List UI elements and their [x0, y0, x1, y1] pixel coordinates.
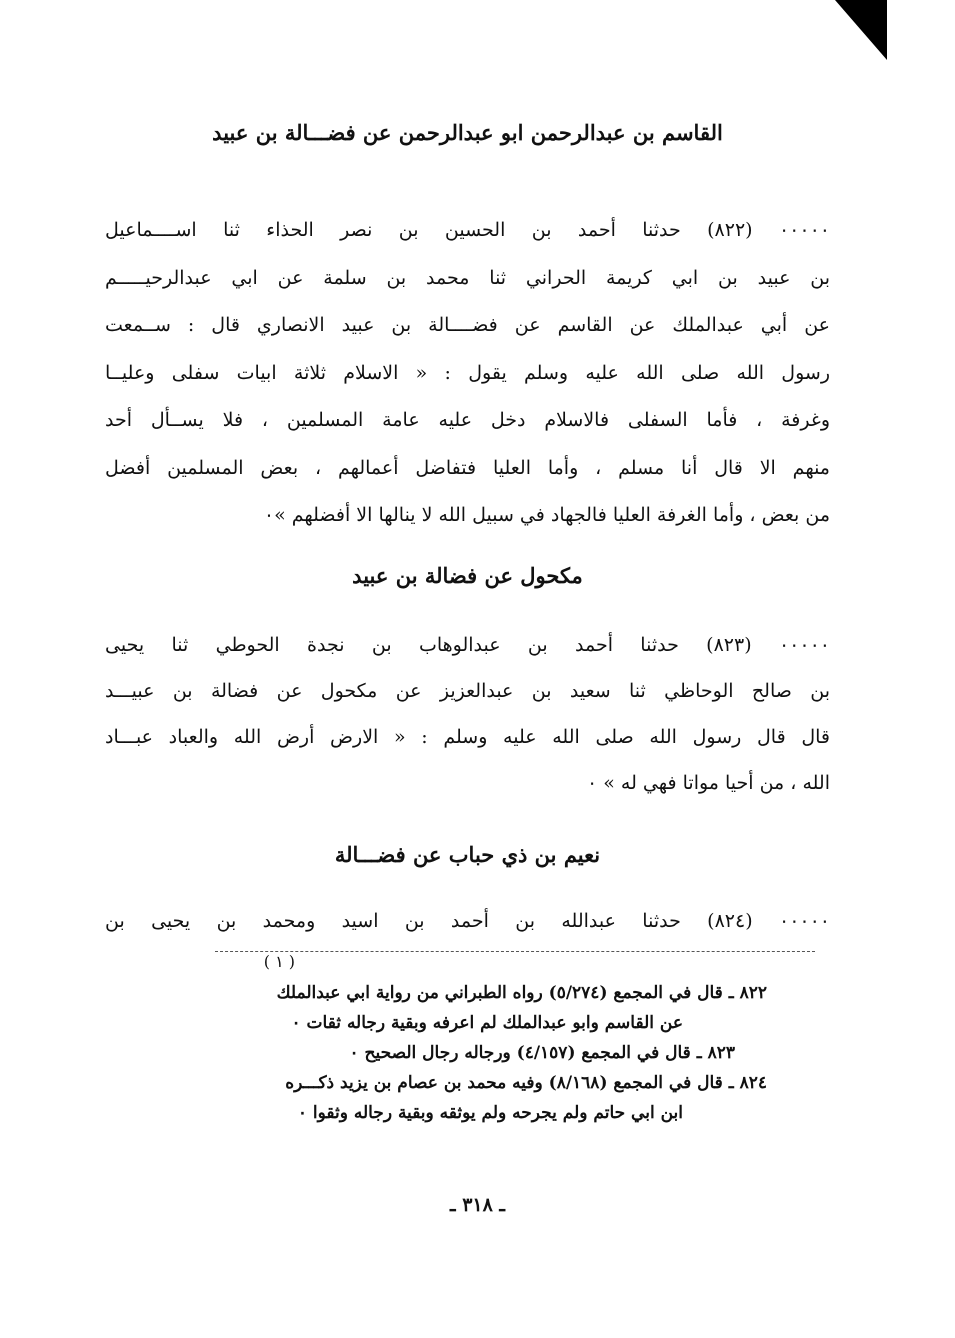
hadith-823	[105, 622, 830, 806]
hadith-822-line: ٠٠٠٠٠ (٨٢٢) حدثنا أحمد بن الحسين بن نصر الحذاء ثنا اســــماعيل	[105, 219, 830, 241]
hadith-823-line: ٠٠٠٠٠ (٨٢٣) حدثنا أحمد بن عبدالوهاب بن نجدة الحوطي ثنا يحيى	[105, 634, 830, 656]
footnote-line: ٨٢٤ ـ قال في المجمع (٨/١٦٨) وفيه محمد بن عصام بن يزيد ذكـــره	[285, 1073, 767, 1093]
page-number: ـ ٣١٨ ـ	[450, 1194, 505, 1216]
hadith-824-line: ٠٠٠٠٠ (٨٢٤) حدثنا عبدالله بن أحمد بن اسيد ومحمد بن يحيى بن	[105, 910, 830, 932]
footnote-line: ٨٢٢ ـ قال في المجمع (٥/٢٧٤) رواه الطبراني من رواية ابي عبدالملك	[276, 983, 767, 1003]
footnote-line: ابن ابي حاتم ولم يجرحه ولم يوثقه وبقية رجاله وثقوا ٠	[297, 1103, 683, 1123]
corner-triangle-mark	[835, 0, 887, 60]
hadith-823-line: بن صالح الوحاظي ثنا سعيد بن عبدالعزيز عن مكحول عن فضالة بن عبيـــد	[105, 680, 830, 702]
hadith-822	[105, 207, 830, 540]
footnote-divider	[215, 951, 815, 952]
heading-qasim: القاسم بن عبدالرحمن ابو عبدالرحمن عن فضـــالة بن عبيد	[212, 120, 723, 145]
footnote-line: ٨٢٣ ـ قال في المجمع (٤/١٥٧) ورجاله رجال الصحيح ٠	[349, 1043, 735, 1063]
footnotes	[115, 978, 767, 1128]
heading-makhul: مكحول عن فضالة بن عبيد	[352, 563, 583, 588]
hadith-822-line: عن أبي عبدالملك عن القاسم عن فضــــالة بن عبيد الانصاري قال : ســمعت	[105, 314, 830, 336]
footnote-marker: ( ١ )	[263, 952, 295, 971]
footnote-line: عن القاسم وابو عبدالملك لم اعرفه وبقية رجاله ثقات ٠	[291, 1013, 683, 1033]
heading-nuaym: نعيم بن ذي حباب عن فضـــالة	[334, 842, 601, 867]
hadith-822-line: وغرفة ، فأما السفلى فالاسلام دخل عليه عامة المسلمين ، فلا يســأل أحد	[105, 409, 830, 431]
hadith-822-line: بن عبيد بن ابي كريمة الحراني ثنا محمد بن سلمة عن ابي عبدالرحيـــــم	[105, 266, 830, 289]
hadith-824	[105, 898, 830, 946]
hadith-822-line: من بعض ، وأما الغرفة العليا فالجهاد في سبيل الله لا ينالها الا أفضلهم »٠	[263, 504, 830, 526]
hadith-822-line: منهم الا قال أنا مسلم ، وأما العليا فتفاضل أعمالهم ، بعض المسلمين أفضل	[105, 456, 830, 479]
hadith-823-line: قال قال رسول الله صلى الله عليه وسلم : « الارض أرض الله والعباد عبـــاد	[105, 726, 830, 748]
hadith-823-line: الله ، من أحيا مواتا فهي له » ٠	[586, 772, 830, 794]
hadith-822-line: رسول الله صلى الله عليه وسلم يقول : « الاسلام ثلاثة ابيات سفلى وعليــا	[105, 361, 830, 384]
